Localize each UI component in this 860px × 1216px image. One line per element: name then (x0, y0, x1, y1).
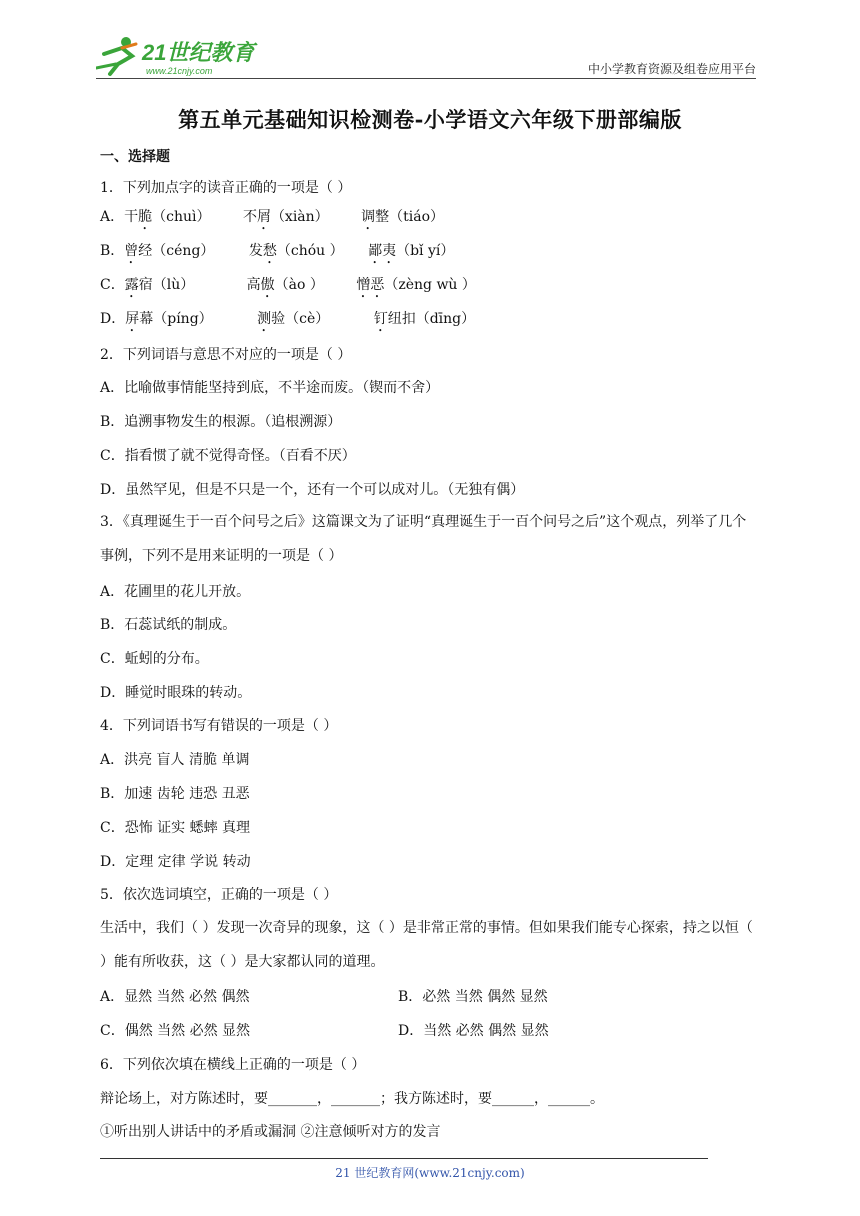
q4-option-d: D．定理 定律 学说 转动 (100, 854, 251, 870)
q6-stem: 6．下列依次填在横线上正确的一项是（ ） (100, 1057, 366, 1073)
logo-url-text: www.21cnjy.com (146, 66, 213, 76)
q6-passage: 辩论场上，对方陈述时，要_______，_______；我方陈述时，要______，______。 (100, 1091, 604, 1107)
q2-option-c: C．指看惯了就不觉得奇怪。（百看不厌） (100, 448, 356, 464)
q1-option-d: D．屏幕（píng） 测验（cè） 钉纽扣（dīng） (100, 311, 476, 327)
q5-passage: 生活中，我们（ ）发现一次奇异的现象，这（ ）是非常正常的事情。但如果我们能专心探索，持之以恒（ ）能有所收获，这（ ）是大家都认同的道理。 (100, 920, 753, 970)
platform-name: 中小学教育资源及组卷应用平台 (587, 62, 756, 76)
q2-stem: 2．下列词语与意思不对应的一项是（ ） (100, 347, 352, 363)
site-logo (96, 34, 266, 78)
q3-option-a: A．花圃里的花儿开放。 (100, 584, 251, 600)
q3-option-c: C．蚯蚓的分布。 (100, 651, 209, 667)
q4-option-b: B．加速 齿轮 违恐 丑恶 (100, 786, 250, 802)
q4-option-a: A．洪亮 盲人 清脆 单调 (100, 752, 250, 768)
q5-option-c: C．偶然 当然 必然 显然 (100, 1023, 251, 1039)
q2-option-d: D．虽然罕见，但是不只是一个，还有一个可以成对儿。（无独有偶） (100, 482, 525, 498)
q6-items: ①听出别人讲话中的矛盾或漏洞 ②注意倾听对方的发言 (100, 1124, 441, 1140)
runner-icon (96, 37, 136, 74)
q1-option-c: C．露宿（lù） 高傲（ào ） 憎恶（zèng wù ） (100, 277, 476, 293)
section-heading: 一、选择题 (100, 149, 170, 165)
q3-option-d: D．睡觉时眼珠的转动。 (100, 685, 252, 701)
header-rule (96, 78, 756, 79)
q3-stem: 3．《真理诞生于一百个问号之后》这篇课文为了证明“真理诞生于一百个问号之后”这个观点，列举了几个事例，下列不是用来证明的一项是（ ） (100, 514, 747, 564)
q1-option-a: A．干脆（chuì） 不屑（xiàn） 调整（tiáo） (100, 209, 445, 225)
q4-stem: 4．下列词语书写有错误的一项是（ ） (100, 718, 338, 734)
q5-option-b: B．必然 当然 偶然 显然 (398, 989, 548, 1005)
q4-option-c: C．恐怖 证实 蟋蟀 真理 (100, 820, 251, 836)
footer-text[interactable]: 21 世纪教育网(www.21cnjy.com) (335, 1166, 525, 1180)
q2-option-a: A．比喻做事情能坚持到底，不半途而废。（锲而不舍） (100, 380, 440, 396)
q1-option-b: B．曾经（céng） 发愁（chóu ） 鄙夷（bǐ yí） (100, 243, 455, 259)
q2-option-b: B．追溯事物发生的根源。（追根溯源） (100, 414, 342, 430)
q5-option-a: A．显然 当然 必然 偶然 (100, 989, 250, 1005)
q1-stem: 1．下列加点字的读音正确的一项是（ ） (100, 180, 352, 196)
q3-option-b: B．石蕊试纸的制成。 (100, 617, 237, 633)
q5-stem: 5．依次选词填空，正确的一项是（ ） (100, 887, 338, 903)
page-title: 第五单元基础知识检测卷-小学语文六年级下册部编版 (178, 107, 682, 132)
logo-main-text: 21世纪教育 (142, 40, 255, 65)
footer-rule (100, 1158, 708, 1159)
q5-option-d: D．当然 必然 偶然 显然 (398, 1023, 549, 1039)
